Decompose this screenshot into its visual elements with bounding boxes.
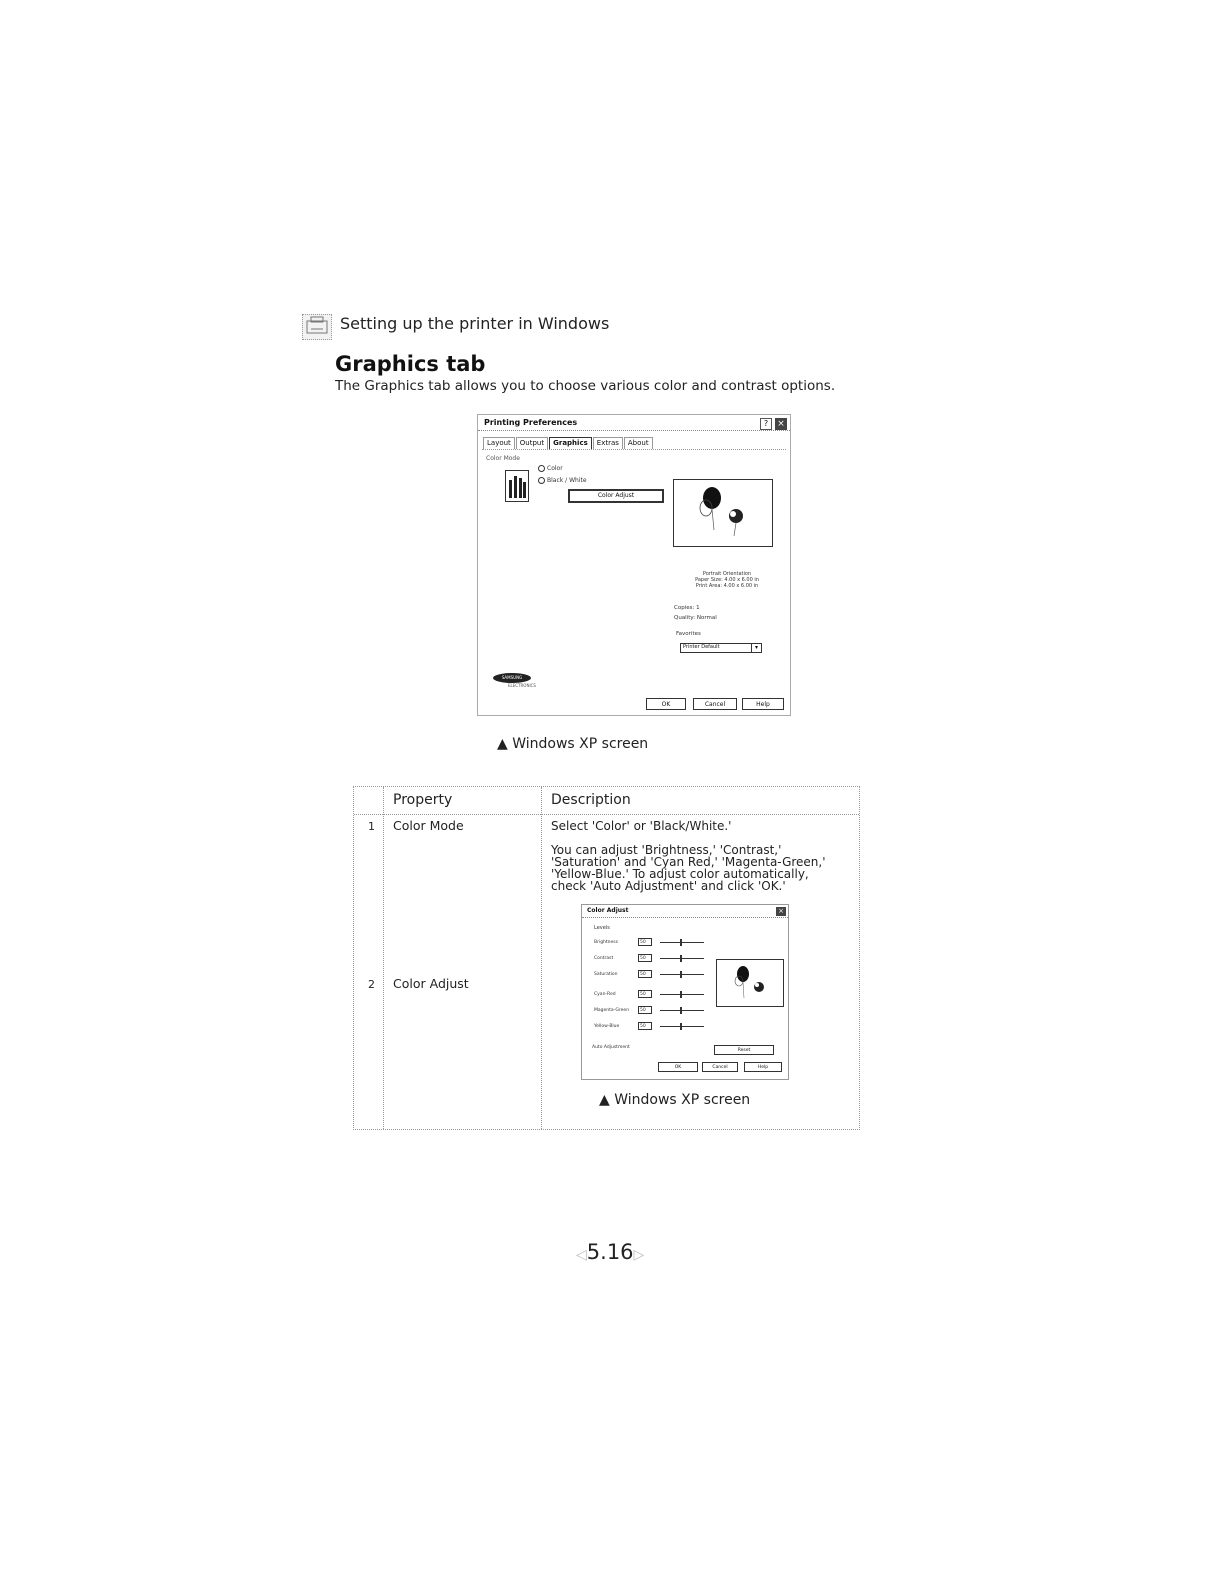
screenshot-caption: ▲ Windows XP screen (599, 1092, 751, 1108)
tab-extras: Extras (593, 437, 623, 449)
cancel-button: Cancel (702, 1062, 738, 1072)
dialog-title: Color Adjust (582, 905, 788, 918)
description-cell: You can adjust 'Brightness,' 'Contrast,' 'Saturation' and 'Cyan Red,' 'Magenta-Green,' 'Yellow-Blue.' To adjust color automatically, check 'Auto Adjustment' and click 'OK.' (551, 843, 826, 893)
quality-text: Quality: Normal (674, 615, 717, 621)
property-cell: Color Mode (393, 818, 464, 833)
radio-color: Color (538, 465, 563, 472)
favorites-label: Favorites (676, 631, 701, 637)
help-button: Help (742, 698, 784, 710)
cancel-button: Cancel (693, 698, 737, 710)
page-header: Setting up the printer in Windows (340, 314, 610, 333)
row-number: 1 (368, 820, 375, 833)
close-icon: × (775, 418, 787, 430)
dialog-title: Printing Preferences (478, 415, 790, 431)
tab-about: About (624, 437, 653, 449)
close-icon: × (776, 907, 786, 916)
yellow-blue-row: Yellow-Blue 50 (594, 1022, 704, 1032)
color-mode-icon (505, 470, 529, 502)
samsung-logo: SAMSUNG (493, 673, 531, 683)
printing-preferences-screenshot (477, 414, 791, 716)
row-number: 2 (368, 978, 375, 991)
preview-info: Portrait Orientation Paper Size: 4.00 x 6.00 in Print Area: 4.00 x 6.00 in (695, 571, 759, 589)
tab-layout: Layout (483, 437, 515, 449)
preview-image (673, 479, 773, 547)
saturation-row: Saturation 50 (594, 970, 704, 980)
favorites-select: Printer Default ▾ (680, 643, 762, 653)
column-header-property: Property (393, 792, 453, 808)
tab-graphics: Graphics (549, 437, 592, 449)
magenta-green-row: Magenta-Green 50 (594, 1006, 704, 1016)
dialog-tabs (483, 437, 654, 449)
help-icon: ? (760, 418, 772, 430)
section-intro: The Graphics tab allows you to choose various color and contrast options. (335, 378, 836, 394)
property-cell: Color Adjust (393, 976, 469, 991)
description-cell: Select 'Color' or 'Black/White.' (551, 819, 732, 833)
chevron-down-icon: ▾ (751, 644, 761, 652)
tab-output: Output (516, 437, 548, 449)
screenshot-caption: ▲ Windows XP screen (497, 736, 649, 752)
section-icon (302, 314, 332, 340)
logo-subtitle: ELECTRONICS (508, 683, 536, 688)
cyan-red-row: Cyan-Red 50 (594, 990, 704, 1000)
color-preview-image (716, 959, 784, 1007)
reset-button: Reset (714, 1045, 774, 1055)
color-adjust-button: Color Adjust (568, 489, 664, 503)
auto-adjustment-checkbox: Auto Adjustment (592, 1045, 630, 1050)
help-button: Help (744, 1062, 782, 1072)
column-header-description: Description (551, 792, 631, 808)
color-mode-label: Color Mode (486, 455, 520, 462)
copies-text: Copies: 1 (674, 605, 700, 611)
section-title: Graphics tab (335, 352, 486, 376)
radio-black-white: Black / White (538, 477, 587, 484)
page-number: ◁5.16▷ (576, 1240, 645, 1264)
ok-button: OK (646, 698, 686, 710)
color-adjust-screenshot (581, 904, 789, 1080)
brightness-row: Brightness 50 (594, 938, 704, 948)
levels-label: Levels (594, 925, 610, 931)
contrast-row: Contrast 50 (594, 954, 704, 964)
ok-button: OK (658, 1062, 698, 1072)
